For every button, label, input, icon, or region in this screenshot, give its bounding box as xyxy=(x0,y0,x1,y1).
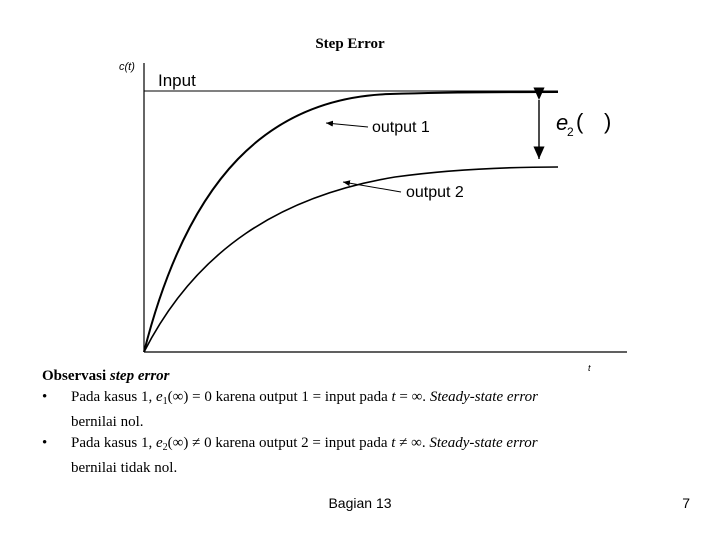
item1-middle: (∞) = 0 karena output 1 = input pada xyxy=(167,389,388,405)
observations-heading-italic: step error xyxy=(109,368,170,384)
input-label: Input xyxy=(158,71,196,90)
output2-curve xyxy=(144,167,558,352)
item1-sub: 1 xyxy=(162,396,168,407)
observation-item-2 xyxy=(42,433,682,479)
item2-var: e xyxy=(156,435,163,451)
slide-title: Step Error xyxy=(315,36,385,52)
y-axis-label: c(t) xyxy=(119,61,135,73)
item2-continuation: bernilai tidak nol. xyxy=(71,460,178,476)
x-axis-label: t xyxy=(588,363,591,373)
error-paren-close: ) xyxy=(604,109,612,134)
item1-continuation: bernilai nol. xyxy=(71,414,144,430)
item1-italic-end: Steady-state error xyxy=(429,389,538,405)
page-number: 7 xyxy=(682,495,690,511)
item2-prefix: Pada kasus 1, xyxy=(71,435,153,451)
observations-block xyxy=(42,366,682,479)
item2-sub: 2 xyxy=(162,442,168,453)
observations-heading-lead: Observasi xyxy=(42,368,107,384)
bullet-marker: • xyxy=(42,435,48,451)
error-subscript: 2 xyxy=(567,125,574,139)
output1-label: output 1 xyxy=(372,119,430,136)
item1-t-var: t xyxy=(391,389,396,405)
error-paren-open: ( xyxy=(576,109,584,134)
bullet-marker: • xyxy=(42,389,48,405)
output2-label: output 2 xyxy=(406,184,464,201)
item2-t-var: t xyxy=(391,435,396,451)
item2-italic-end: Steady-state error xyxy=(429,435,538,451)
item1-prefix: Pada kasus 1, xyxy=(71,389,153,405)
footer-label: Bagian 13 xyxy=(328,495,392,511)
output1-curve xyxy=(144,92,558,352)
item1-var: e xyxy=(156,389,163,405)
item2-middle: (∞) ≠ 0 karena output 2 = input pada xyxy=(167,435,388,451)
output1-pointer-arrow xyxy=(326,123,368,127)
item1-tail: = ∞. xyxy=(399,389,427,405)
observation-item-1 xyxy=(42,387,682,433)
observations-heading xyxy=(42,366,682,387)
item2-tail: ≠ ∞. xyxy=(399,435,426,451)
error-symbol-e: e xyxy=(556,110,569,135)
